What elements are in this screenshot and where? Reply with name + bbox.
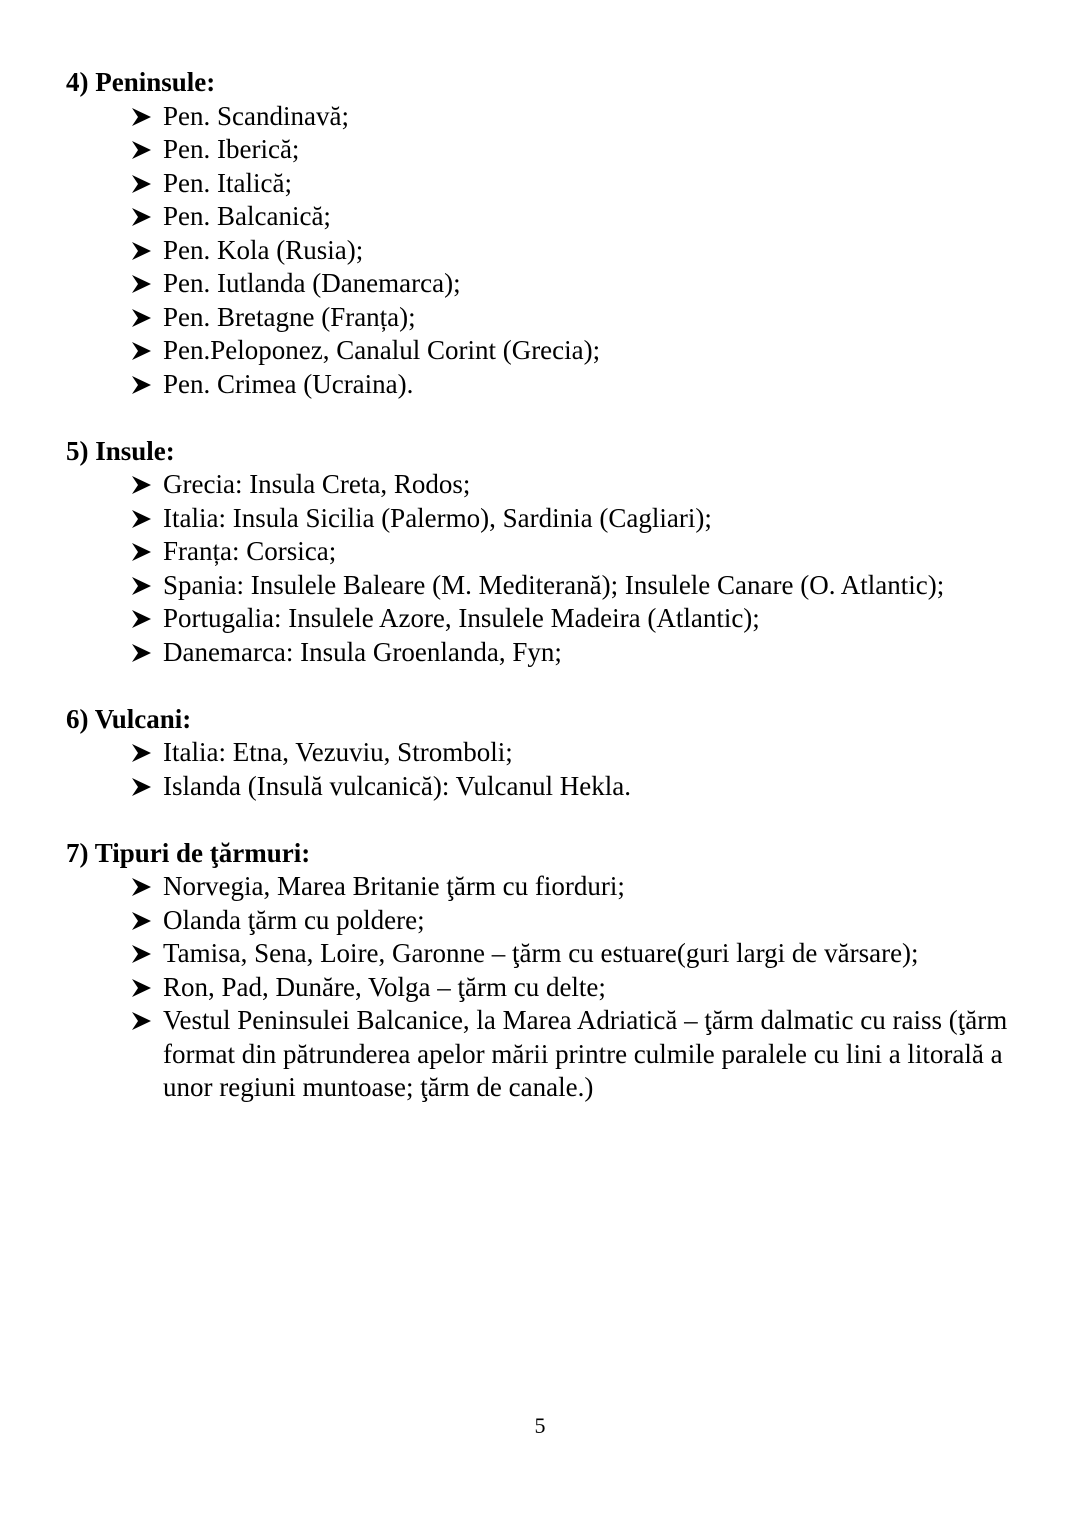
list-item <box>66 569 1026 603</box>
list-item-text: Franța: Corsica; <box>163 536 337 566</box>
list-item <box>66 1004 1026 1105</box>
list-item <box>66 368 1026 402</box>
list-item <box>66 971 1026 1005</box>
document-body <box>66 66 1026 1138</box>
arrowhead-bullet-icon <box>132 971 154 1005</box>
arrowhead-bullet-icon <box>132 502 154 536</box>
arrowhead-bullet-icon <box>132 468 154 502</box>
section-heading: 5) Insule: <box>66 435 175 466</box>
list-item-text: Pen. Scandinavă; <box>163 100 349 131</box>
item-list <box>66 736 1026 803</box>
item-list <box>66 100 1026 402</box>
list-item <box>66 870 1026 904</box>
list-item <box>66 234 1026 268</box>
arrowhead-bullet-icon <box>132 200 154 234</box>
list-item <box>66 770 1026 804</box>
arrowhead-bullet-icon <box>132 870 154 904</box>
list-item-text: Pen. Bretagne (Franța); <box>163 301 416 332</box>
section-heading: 4) Peninsule: <box>66 67 216 97</box>
list-item-text: Vestul Peninsulei Balcanice, la Marea Adriatică – ţărm dalmatic cu raiss (ţărm format din pătrunderea apelor mării printre culmile paralele cu lini a litorală a unor regiuni muntoase; ţărm de canale.) <box>163 1005 1008 1102</box>
list-item <box>66 468 1026 502</box>
list-item-text: Spania: Insulele Baleare (M. Mediterană); Insulele Canare (O. Atlantic); <box>163 569 945 600</box>
list-item-text: Norvegia, Marea Britanie ţărm cu fiorduri; <box>163 871 625 901</box>
list-item <box>66 602 1026 636</box>
list-item-text: Pen. Crimea (Ucraina). <box>163 368 414 399</box>
section-peninsule <box>66 66 1026 401</box>
list-item-text: Pen. Kola (Rusia); <box>163 234 364 265</box>
list-item-text: Islanda (Insulă vulcanică): Vulcanul Hekla. <box>163 770 631 801</box>
arrowhead-bullet-icon <box>132 904 154 938</box>
list-item <box>66 535 1026 569</box>
list-item <box>66 937 1026 971</box>
list-item <box>66 904 1026 938</box>
arrowhead-bullet-icon <box>132 334 154 368</box>
list-item-text: Pen. Italică; <box>163 167 292 198</box>
arrowhead-bullet-icon <box>132 368 154 402</box>
arrowhead-bullet-icon <box>132 602 154 636</box>
list-item-text: Portugalia: Insulele Azore, Insulele Madeira (Atlantic); <box>163 603 760 633</box>
list-item <box>66 334 1026 368</box>
arrowhead-bullet-icon <box>132 1004 154 1038</box>
section-heading: 6) Vulcani: <box>66 703 192 734</box>
arrowhead-bullet-icon <box>132 133 154 167</box>
list-item-text: Pen.Peloponez, Canalul Corint (Grecia); <box>163 335 601 365</box>
section-tipuri-de-tarmuri <box>66 837 1026 1105</box>
list-item <box>66 736 1026 770</box>
list-item <box>66 167 1026 201</box>
list-item-text: Olanda ţărm cu poldere; <box>163 904 425 935</box>
section-vulcani <box>66 703 1026 804</box>
arrowhead-bullet-icon <box>132 167 154 201</box>
item-list <box>66 870 1026 1105</box>
arrowhead-bullet-icon <box>132 569 154 603</box>
list-item-text: Italia: Etna, Vezuviu, Stromboli; <box>163 737 513 767</box>
arrowhead-bullet-icon <box>132 535 154 569</box>
item-list <box>66 468 1026 669</box>
list-item <box>66 502 1026 536</box>
list-item <box>66 133 1026 167</box>
section-heading: 7) Tipuri de ţărmuri: <box>66 837 311 868</box>
list-item-text: Pen. Iberică; <box>163 134 300 164</box>
list-item <box>66 200 1026 234</box>
list-item-text: Ron, Pad, Dunăre, Volga – ţărm cu delte; <box>163 971 606 1002</box>
arrowhead-bullet-icon <box>132 301 154 335</box>
list-item-text: Grecia: Insula Creta, Rodos; <box>163 469 471 499</box>
section-insule <box>66 435 1026 670</box>
arrowhead-bullet-icon <box>132 234 154 268</box>
list-item <box>66 636 1026 670</box>
list-item <box>66 100 1026 134</box>
list-item <box>66 267 1026 301</box>
arrowhead-bullet-icon <box>132 937 154 971</box>
arrowhead-bullet-icon <box>132 770 154 804</box>
list-item-text: Pen. Iutlanda (Danemarca); <box>163 268 461 298</box>
list-item-text: Tamisa, Sena, Loire, Garonne – ţărm cu estuare(guri largi de vărsare); <box>163 938 919 968</box>
arrowhead-bullet-icon <box>132 636 154 670</box>
arrowhead-bullet-icon <box>132 267 154 301</box>
list-item <box>66 301 1026 335</box>
list-item-text: Pen. Balcanică; <box>163 201 331 231</box>
list-item-text: Italia: Insula Sicilia (Palermo), Sardinia (Cagliari); <box>163 502 712 533</box>
list-item-text: Danemarca: Insula Groenlanda, Fyn; <box>163 636 562 667</box>
page-number: 5 <box>534 1413 546 1438</box>
arrowhead-bullet-icon <box>132 736 154 770</box>
arrowhead-bullet-icon <box>132 100 154 134</box>
